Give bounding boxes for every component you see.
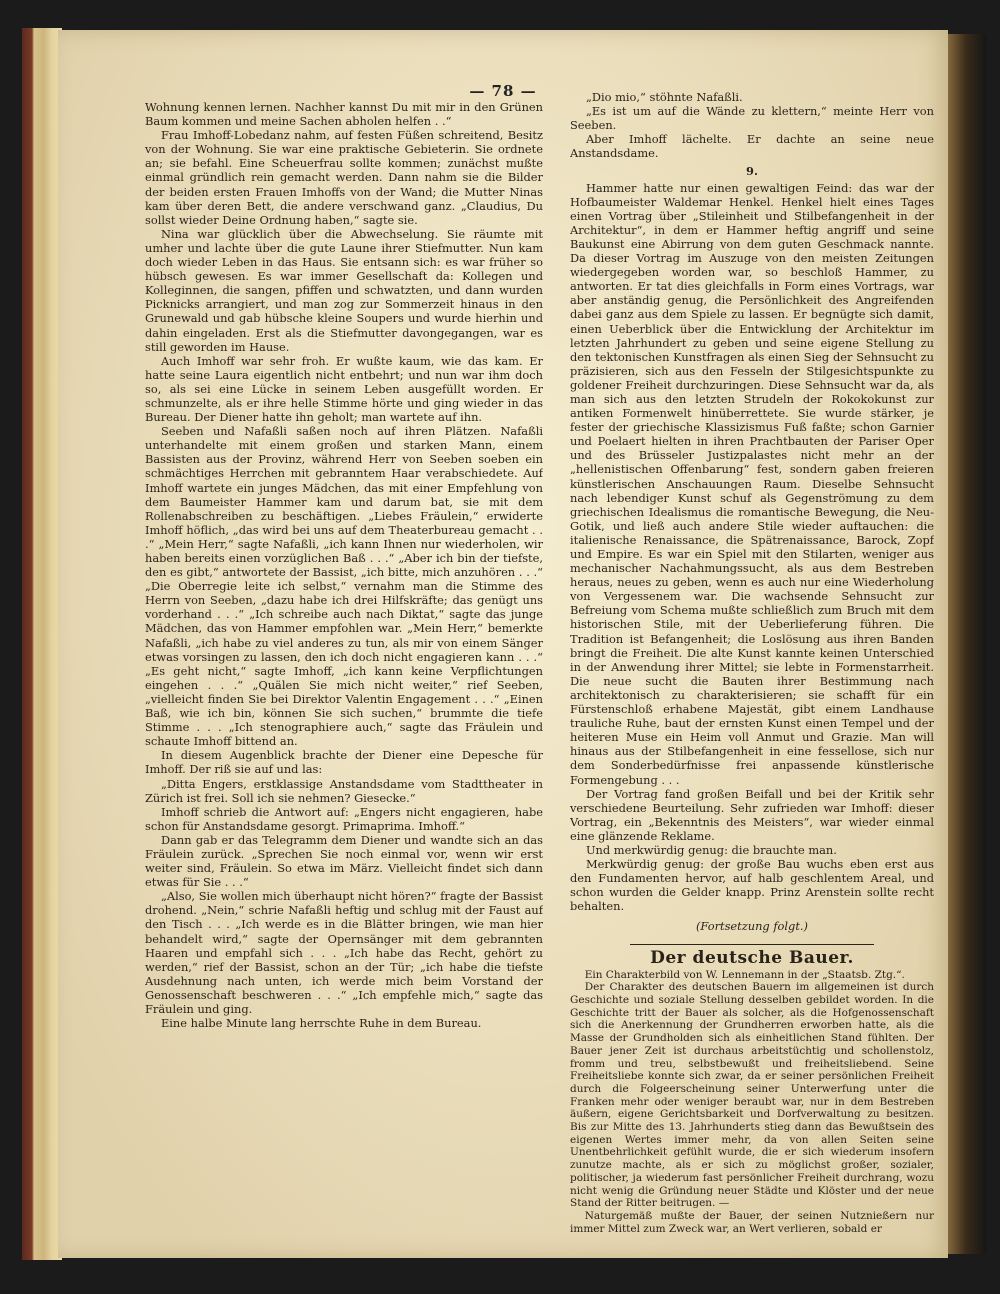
newspaper-page bbox=[58, 30, 948, 1258]
paragraph: „Also, Sie wollen mich überhaupt nicht hören?“ fragte der Bassist drohend. „Nein,“ schrie Nafaßli heftig und schlug mit der Faust auf den Tisch . . . „Ich werde es in die Blätter bringen, wie man hier behandelt wird,“ sagte der Opernsänger mit dem gebrannten Haaren und empfahl sich . . . „Ich habe das Recht, gehört zu werden,“ rief der Bassist, schon an der Tür; „ich habe die tiefste Ausdehnung nach unten, ich werde mich beim Vorstand der Genossenschaft beschweren . . .“ „Ich empfehle mich,“ sagte das Fräulein und ging. bbox=[145, 889, 543, 1016]
paragraph: In diesem Augenblick brachte der Diener eine Depesche für Imhoff. Der riß sie auf und las: bbox=[145, 748, 543, 777]
left-column bbox=[145, 100, 543, 1240]
paragraph: Der Charakter des deutschen Bauern im allgemeinen ist durch Geschichte und soziale Stellung desselben gebildet worden. In die Geschichte tritt der Bauer als solcher, als die Hofgenossenschaft sich die Anerkennung der Grundherren erworben hatte, als die Masse der Grundholden sich als einheitlichen Stand fühlten. Der Bauer jener Zeit ist durchaus arbeitstüchtig und schollenstolz, fromm und treu, selbstbewußt und freiheitsliebend. Seine Freiheitsliebe konnte sich zwar, da er seiner persönlichen Freiheit durch die Folgeerscheinung seiner Unterwerfung unter die Franken mehr oder weniger beraubt war, nur in dem Bestreben äußern, eigene Gerichtsbarkeit und Dorfverwaltung zu besitzen. Bis zur Mitte des 13. Jahrhunderts stieg dann das Bewußtsein des eigenen Wertes immer mehr, da von allen Seiten seine Unentbehrlichkeit gefühlt wurde, die er sich wiederum insofern zunutze machte, als er sich zu möglichst großer, sozialer, politischer, ja wiederum fast persönlicher Freiheit durchrang, wozu nicht wenig die Gründung neuer Städte und Klöster und der neue Stand der Ritter beitrugen. — bbox=[570, 981, 934, 1210]
article-title: Der deutsche Bauer. bbox=[650, 947, 854, 968]
paragraph: Merkwürdig genug: der große Bau wuchs eben erst aus den Fundamenten hervor, auf halb geschlentem Areal, und schon wurden die Gelder knapp. Prinz Arenstein sollte recht behalten. bbox=[570, 857, 934, 914]
continuation-note: (Fortsetzung folgt.) bbox=[695, 919, 808, 934]
paragraph: „Es ist um auf die Wände zu klettern,“ meinte Herr von Seeben. bbox=[570, 104, 934, 133]
book-binding-shadow bbox=[946, 34, 986, 1254]
page-number: — 78 — bbox=[469, 82, 537, 100]
chapter-number: 9. bbox=[746, 164, 758, 179]
paragraph: Seeben und Nafaßli saßen noch auf ihren Plätzen. Nafaßli unterhandelte mit einem großen und starken Mann, einem Bassisten aus der Provinz, während Herr von Seeben soeben ein schmächtiges Herrchen mit gebranntem Haar verabschiedete. Auf Imhoff wartete ein junges Mädchen, das mit einer Empfehlung von dem Baumeister Hammer kam und darum bat, sie mit dem Rollenabschreiben zu beschäftigen. „Liebes Fräulein,“ erwiderte Imhoff höflich, „das wird bei uns auf dem Theaterbureau gemacht . . .“ „Mein Herr,“ sagte Nafaßli, „ich kann Ihnen nur wiederholen, wir haben bereits einen vorzüglichen Baß . . .“ „Aber ich bin der tiefste, den es gibt,“ antwortete der Bassist, „ich bitte, mich anzuhören . . .“ „Die Oberregie leite ich selbst,“ vernahm man die Stimme des Herrn von Seeben, „dazu habe ich drei Hilfskräfte; das genügt uns vorderhand . . .“ „Ich schreibe auch nach Diktat,“ sagte das junge Mädchen, das von Hammer empfohlen war. „Mein Herr,“ bemerkte Nafaßli, „ich habe zu viel anderes zu tun, als mir von einem Sänger etwas vorsingen zu lassen, den ich doch nicht engagieren kann . . .“ „Es geht nicht,“ sagte Imhoff, „ich kann keine Verpflichtungen eingehen . . .“ „Quälen Sie mich nicht weiter,“ rief Seeben, „vielleicht finden Sie bei Direktor Valentin Engagement . . .“ „Einen Baß, wie ich bin, können Sie sich suchen,“ brummte die tiefe Stimme . . . „Ich stenographiere auch,“ sagte das Fräulein und schaute Imhoff bittend an. bbox=[145, 424, 543, 749]
paragraph: Dann gab er das Telegramm dem Diener und wandte sich an das Fräulein zurück. „Sprechen Sie noch einmal vor, wenn wir erst weiter sind, Fräulein. So etwa im März. Vielleicht findet sich dann etwas für Sie . . .“ bbox=[145, 832, 543, 890]
paragraph: Naturgemäß mußte der Bauer, der seinen Nutznießern nur immer Mittel zum Zweck war, an Wert verlieren, sobald er bbox=[570, 1209, 934, 1235]
book-edge bbox=[22, 28, 62, 1260]
paragraph: „Dio mio,“ stöhnte Nafaßli. bbox=[585, 90, 743, 104]
paragraph: Wohnung kennen lernen. Nachher kannst Du mit mir in den Grünen Baum kommen und meine Sachen abholen helfen . .“ bbox=[145, 100, 543, 129]
paragraph: „Ditta Engers, erstklassige Anstandsdame vom Stadttheater in Zürich ist frei. Soll ich sie nehmen? Giesecke.“ bbox=[145, 776, 543, 805]
paragraph: Und merkwürdig genug: die brauchte man. bbox=[585, 842, 837, 857]
paragraph: Der Vortrag fand großen Beifall und bei der Kritik sehr verschiedene Beurteilung. Sehr zufrieden war Imhoff: dieser Vortrag, ein „Bekenntnis des Meisters“, war wieder einmal eine glänzende Reklame. bbox=[570, 786, 934, 843]
article-byline: Ein Charakterbild von W. Lennemann in der „Staatsb. Ztg.“. bbox=[584, 968, 905, 981]
paragraph: Eine halbe Minute lang herrschte Ruhe in dem Bureau. bbox=[160, 1016, 482, 1031]
paragraph: Hammer hatte nur einen gewaltigen Feind: das war der Hofbaumeister Waldemar Henkel. Henkel hielt eines Tages einen Vortrag über „Stileinheit und Stilbefangenheit in der Architektur“, in dem er Hammer heftig angriff und seine Baukunst eine Abirrung von dem guten Geschmack nannte. Da dieser Vortrag im Auszuge von den meisten Zeitungen wiedergegeben worden war, so beschloß Hammer, zu antworten. Er tat dies gleichfalls in Form eines Vortrags, war aber anständig genug, die Persönlichkeit des Angreifenden dabei ganz aus dem Spiele zu lassen. Er begnügte sich damit, einen Ueberblick über die Entwicklung der Architektur im letzten Jahrhundert zu geben und seine eigene Stellung zu den tektonischen Kunstfragen als einen Sieg der Sehnsucht zu präzisieren, sich aus den Fesseln der Stilgesichtspunkte zu goldener Freiheit durchzuringen. Diese Sehnsucht war da, als man sich aus den letzten Strudeln der Rokokokunst zur antiken Formenwelt hinüberrettete. Sie wurde stärker, je fester der griechische Klassizismus Fuß faßte; schon Garnier und Poelaert hielten in ihren Prachtbauten der Pariser Oper und des Brüsseler Justizpalastes nicht mehr an der „hellenistischen Offenbarung“ fest, sondern gaben freieren künstlerischen Anschauungen Raum. Dieselbe Sehnsucht nach lebendiger Kunst schuf als Gegenströmung zu dem griechischen Idealismus die romantische Bewegung, die Neu-Gotik, und ließ auch andere Stile wieder auftauchen: die italienische Renaissance, die Spätrenaissance, Barock, Zopf und Empire. Es war ein Spiel mit den Stilarten, weniger aus mechanischer Nachahmungssucht, als aus dem Bestreben heraus, neues zu geben, wenn es auch nur eine Wiederholung von Vergessenem war. Die wachsende Sehnsucht zur Befreiung vom Schema mußte schließlich zum Bruch mit dem historischen Stile, mit der Ueberlieferung führen. Die Tradition ist Befangenheit; die Loslösung aus ihren Banden bringt die Freiheit. Die alte Kunst kannte keinen Unterschied in der Anwendung ihrer Mittel; sie lebte in Formenstarrheit. Die neue sucht die Bauten ihrer Bestimmung nach architektonisch zu charakterisieren; sie schafft für ein Fürstenschloß erhabene Majestät, gibt einem Landhause trauliche Ruhe, baut der ernsten Kunst einen Tempel und der heiteren Muse ein Heim voll Anmut und Grazie. Man will hinaus aus der Stilbefangenheit in eine fessellose, sich nur dem Sonderbedürfnisse frei anpassende künstlerische Formengebung . . . bbox=[570, 180, 934, 787]
paragraph: Nina war glücklich über die Abwechselung. Sie räumte mit umher und lachte über die gute Laune ihrer Stiefmutter. Nun kam doch wieder Leben in das Haus. Sie entsann sich: es war früher so hübsch gewesen. Es war immer Gesellschaft da: Kollegen und Kolleginnen, die sangen, pfiffen und schwatzten, und dann wurden Picknicks arrangiert, und man zog zur Sommerzeit hinaus in den Grunewald und gab hübsche kleine Soupers und wurde hierhin und dahin eingeladen. Erst als die Stiefmutter davongegangen, war es still geworden im Hause. bbox=[145, 226, 543, 354]
paragraph: Imhoff schrieb die Antwort auf: „Engers nicht engagieren, habe schon für Anstandsdame gesorgt. Primaprima. Imhoff.“ bbox=[145, 804, 543, 833]
section-divider bbox=[630, 944, 874, 945]
paragraph: Aber Imhoff lächelte. Er dachte an seine neue Anstandsdame. bbox=[570, 132, 934, 161]
paragraph: Auch Imhoff war sehr froh. Er wußte kaum, wie das kam. Er hatte seine Laura eigentlich nicht entbehrt; und nun war ihm doch so, als sei eine Lücke in seinem Leben ausgefüllt worden. Er schmunzelte, als er ihre helle Stimme hörte und ging wieder in das Bureau. Der Diener hatte ihn geholt; man wartete auf ihn. bbox=[145, 353, 543, 425]
right-column bbox=[570, 90, 934, 1240]
paragraph: Frau Imhoff-Lobedanz nahm, auf festen Füßen schreitend, Besitz von der Wohnung. Sie war eine praktische Gebieterin. Sie ordnete an; sie befahl. Eine Scheuerfrau sollte kommen; zunächst mußte einmal gründlich rein gemacht werden. Dann nahm sie die Bilder der beiden ersten Frauen Imhoffs von der Wand; die Mutter Ninas kam über deren Bett, die andere verschwand ganz. „Claudius, Du sollst wieder Deine Ordnung haben,“ sagte sie. bbox=[145, 128, 543, 227]
